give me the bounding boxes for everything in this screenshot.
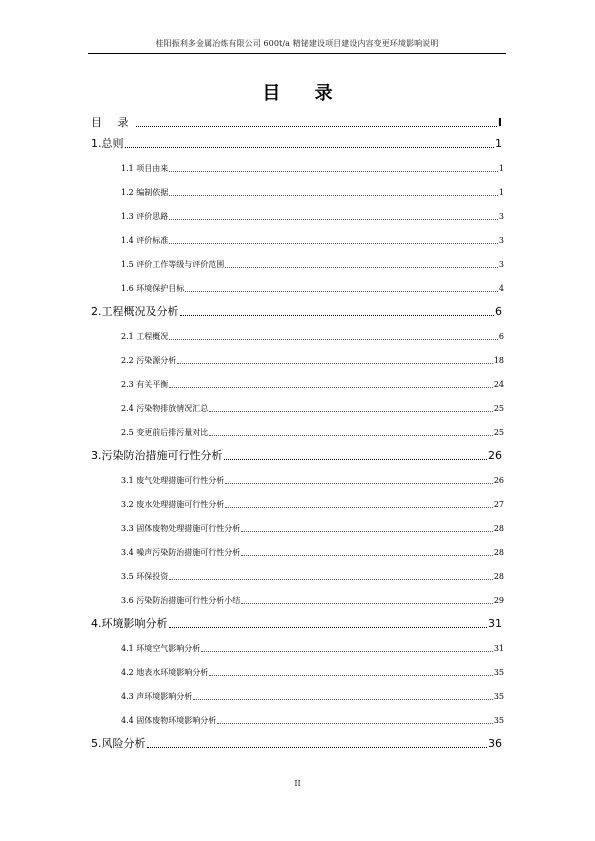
toc-entry-section[interactable] [121,523,504,534]
toc-entry-page: 25 [493,428,504,437]
dot-leader [169,387,493,388]
dot-leader [136,126,497,127]
toc-entry-page: 3 [498,212,504,221]
toc-entry-label: 4.4 固体废物环境影响分析 [121,716,217,725]
toc-entry-page: 26 [493,476,504,485]
dot-leader [169,243,498,244]
toc-entry-label: 2.5 变更前后排污量对比 [121,428,209,437]
toc-entry-page: 31 [493,644,504,653]
dot-leader [241,603,493,604]
toc-entry-section[interactable] [121,499,504,510]
toc-entry-page: 25 [493,404,504,413]
toc-entry-page: 27 [493,500,504,509]
dot-leader [209,675,493,676]
toc-entry-label: 2.3 有关平衡 [121,380,169,389]
toc-entry-label: 3.3 固体废物处理措施可行性分析 [121,524,241,533]
toc-entry-section[interactable] [121,187,504,198]
toc-entry-chapter[interactable] [91,135,502,151]
toc-entry-page: 4 [498,284,504,293]
dot-leader [125,147,495,148]
toc-entry-page: 35 [493,692,504,701]
toc-entry-section[interactable] [121,547,504,558]
toc-entry-page: 29 [493,596,504,605]
dot-leader [193,699,493,700]
toc-entry-section[interactable] [121,355,504,366]
dot-leader [169,219,498,220]
toc-entry-section[interactable] [121,379,504,390]
toc-entry-label: 3.5 环保投资 [121,572,169,581]
page-number: II [294,779,301,788]
toc-entry-section[interactable] [121,163,504,174]
dot-leader [225,483,493,484]
dot-leader [241,531,493,532]
toc-entry-page: 31 [488,617,502,630]
toc-entry-page: 28 [493,572,504,581]
toc-entry-label: 3.1 废气处理措施可行性分析 [121,476,225,485]
dot-leader [185,291,498,292]
dot-leader [177,363,493,364]
toc-entry-label: 4.2 地表水环境影响分析 [121,668,209,677]
toc-entry-page: 3 [498,236,504,245]
toc-entry-section[interactable] [121,283,504,294]
toc-entry-section[interactable] [121,475,504,486]
dot-leader [169,195,498,196]
toc-entry-page: 1 [498,164,504,173]
toc-entry-label: 1.总则 [91,137,124,150]
toc-entry-section[interactable] [121,667,504,678]
toc-entry-page: 28 [493,548,504,557]
toc-entry-section[interactable] [121,643,504,654]
toc-entry-page: 26 [488,449,502,462]
toc-entry-chapter[interactable] [91,114,502,130]
toc-entry-page: 6 [498,332,504,341]
toc-entry-label: 2.2 污染源分析 [121,356,177,365]
toc-entry-page: 35 [493,668,504,677]
toc-entry-page: 24 [493,380,504,389]
toc-entry-label: 1.5 评价工作等级与评价范围 [121,260,225,269]
toc-entry-page: 36 [488,737,502,750]
dot-leader [209,411,493,412]
dot-leader [169,627,488,628]
dot-leader [169,339,498,340]
toc-entry-label: 5.风险分析 [91,737,146,750]
dot-leader [147,747,488,748]
toc-entry-label: 2.工程概况及分析 [91,305,179,318]
toc-entry-section[interactable] [121,259,504,270]
toc-entry-page: 1 [498,188,504,197]
toc-entry-chapter[interactable] [91,735,502,751]
toc-entry-label: 4.1 环境空气影响分析 [121,644,201,653]
toc-entry-section[interactable] [121,331,504,342]
toc-entry-page: 28 [493,524,504,533]
toc-entry-label: 1.2 编制依据 [121,188,169,197]
toc-entry-label: 4.3 声环境影响分析 [121,692,193,701]
toc-entry-section[interactable] [121,595,504,606]
toc-entry-chapter[interactable] [91,447,502,463]
toc-entry-page: 35 [493,716,504,725]
toc-entry-label: 1.6 环境保护目标 [121,284,185,293]
toc-entry-label: 2.1 工程概况 [121,332,169,341]
toc-entry-label: 2.4 污染物排放情况汇总 [121,404,209,413]
toc-entry-section[interactable] [121,571,504,582]
toc-entry-label: 3.4 噪声污染防治措施可行性分析 [121,548,241,557]
dot-leader [225,267,498,268]
toc-entry-label: 1.4 评价标准 [121,236,169,245]
toc-entry-chapter[interactable] [91,615,502,631]
toc-entry-section[interactable] [121,691,504,702]
toc-entry-label: 3.2 废水处理措施可行性分析 [121,500,225,509]
toc-entry-section[interactable] [121,427,504,438]
toc-entry-page: 3 [498,260,504,269]
toc-entry-label: 3.6 污染防治措施可行性分析小结 [121,596,241,605]
toc-entry-section[interactable] [121,235,504,246]
dot-leader [209,435,493,436]
toc-entry-section[interactable] [121,211,504,222]
toc-entry-label: 1.3 评价思路 [121,212,169,221]
toc-title: 目 录 [262,83,347,104]
dot-leader [217,723,493,724]
dot-leader [169,171,498,172]
running-header: 桂阳振利多金属冶炼有限公司 600t/a 精铋建设项目建设内容变更环境影响说明 [155,39,439,48]
dot-leader [169,579,493,580]
dot-leader [224,459,488,460]
dot-leader [241,555,493,556]
toc-entry-page: 1 [495,137,502,150]
toc-entry-section[interactable] [121,715,504,726]
dot-leader [201,651,493,652]
toc-entry-page: I [497,116,502,129]
toc-entry-page: 18 [493,356,504,365]
toc-entry-label: 目 录 [91,116,135,129]
toc-entry-label: 1.1 项目由来 [121,164,169,173]
toc-entry-label: 4.环境影响分析 [91,617,168,630]
dot-leader [225,507,493,508]
dot-leader [180,315,495,316]
toc-entry-page: 6 [495,305,502,318]
toc-entry-chapter[interactable] [91,303,502,319]
toc-entry-section[interactable] [121,403,504,414]
toc-entry-label: 3.污染防治措施可行性分析 [91,449,223,462]
